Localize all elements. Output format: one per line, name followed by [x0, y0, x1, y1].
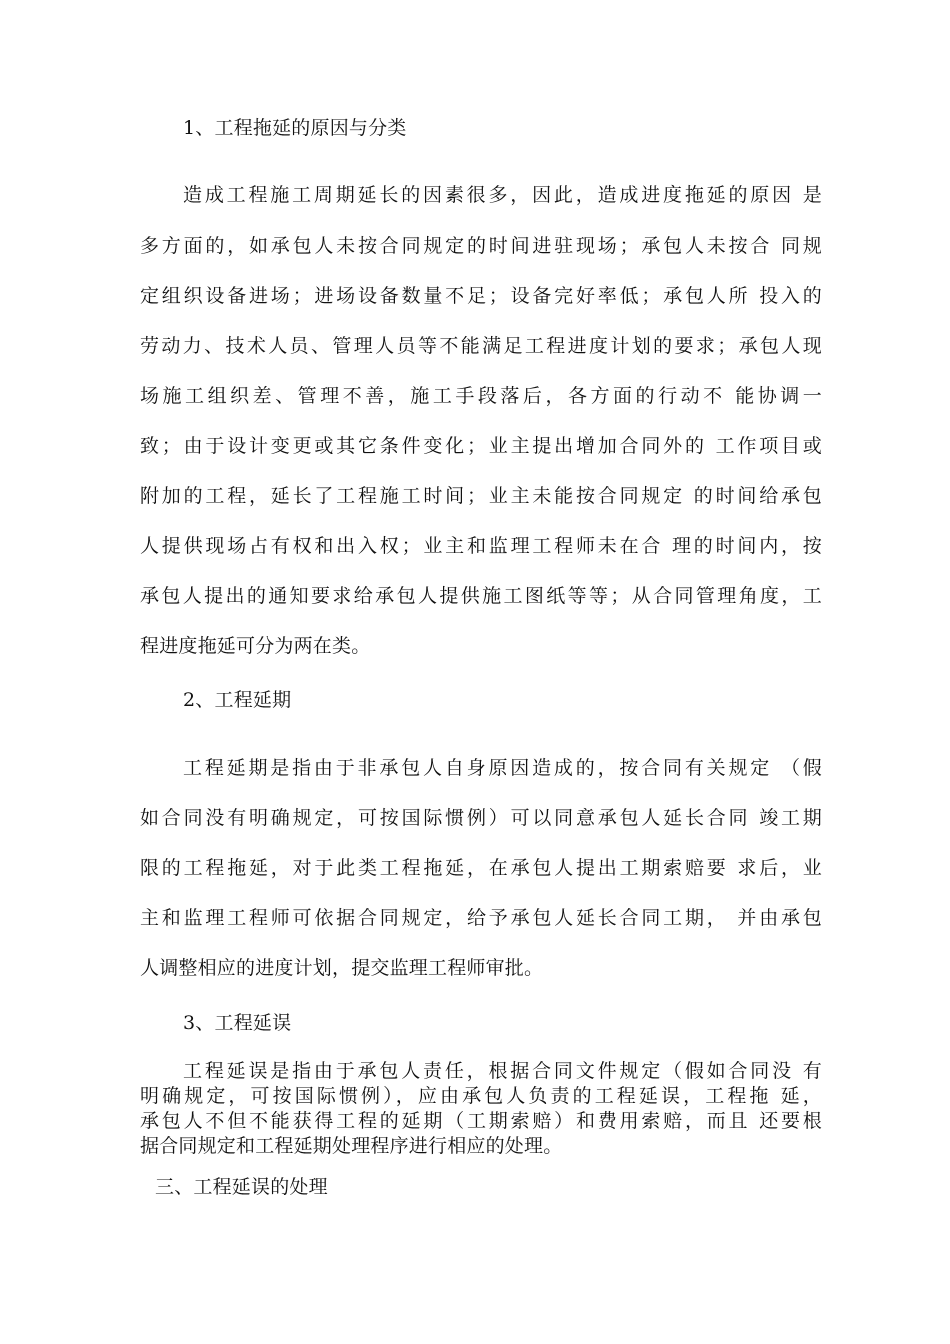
section-heading-1: 1、工程拖延的原因与分类 [183, 117, 407, 139]
paragraph-1-line-5: 场施工组织差、管理不善，施工手段落后，各方面的行动不 能协调一 [140, 385, 822, 407]
paragraph-2-line-4: 主和监理工程师可依据合同规定，给予承包人延长合同工期， 并由承包 [140, 907, 822, 929]
paragraph-3-line-2: 明确规定，可按国际惯例），应由承包人负责的工程延误，工程拖 延， [140, 1085, 822, 1107]
section-heading-2: 2、工程延期 [183, 689, 292, 711]
paragraph-2-line-3: 限的工程拖延，对于此类工程拖延，在承包人提出工期索赔要 求后，业 [140, 857, 822, 879]
paragraph-2-line-1: 工程延期是指由于非承包人自身原因造成的，按合同有关规定 （假 [183, 757, 822, 779]
paragraph-3-line-1: 工程延误是指由于承包人责任，根据合同文件规定（假如合同没 有 [183, 1060, 822, 1082]
paragraph-1-line-1: 造成工程施工周期延长的因素很多，因此，造成进度拖延的原因 是 [183, 184, 822, 206]
paragraph-1-line-4: 劳动力、技术人员、管理人员等不能满足工程进度计划的要求；承包人现 [140, 335, 822, 357]
paragraph-1-line-2: 多方面的，如承包人未按合同规定的时间进驻现场；承包人未按合 同规 [140, 235, 822, 257]
paragraph-1-line-6: 致；由于设计变更或其它条件变化；业主提出增加合同外的 工作项目或 [140, 435, 822, 457]
section-heading-3: 3、工程延误 [183, 1012, 292, 1034]
paragraph-3-line-3: 承包人不但不能获得工程的延期（工期索赔）和费用索赔，而且 还要根 [140, 1110, 822, 1132]
paragraph-1-line-8: 人提供现场占有权和出入权；业主和监理工程师未在合 理的时间内，按 [140, 535, 822, 557]
paragraph-1-line-3: 定组织设备进场；进场设备数量不足；设备完好率低；承包人所 投入的 [140, 285, 822, 307]
paragraph-1-line-9: 承包人提出的通知要求给承包人提供施工图纸等等；从合同管理角度，工 [140, 585, 822, 607]
paragraph-1-line-7: 附加的工程，延长了工程施工时间；业主未能按合同规定 的时间给承包 [140, 485, 822, 507]
paragraph-2-line-5: 人调整相应的进度计划，提交监理工程师审批。 [140, 957, 544, 979]
section-heading-4: 三、工程延误的处理 [155, 1176, 328, 1198]
paragraph-1-line-10: 程进度拖延可分为两在类。 [140, 635, 371, 657]
paragraph-3-line-4: 据合同规定和工程延期处理程序进行相应的处理。 [140, 1135, 563, 1157]
paragraph-2-line-2: 如合同没有明确规定，可按国际惯例）可以同意承包人延长合同 竣工期 [140, 807, 822, 829]
